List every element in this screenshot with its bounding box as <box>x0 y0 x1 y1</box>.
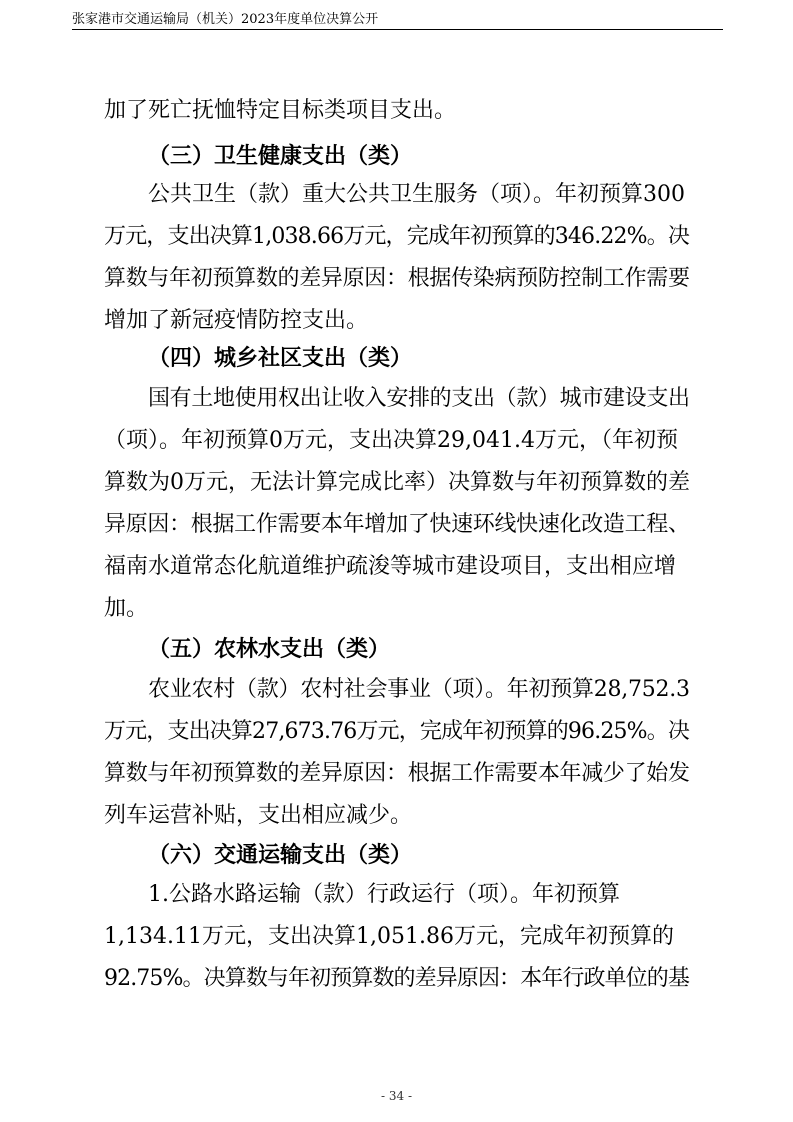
paragraph-line: 增加了新冠疫情防控支出。 <box>104 308 369 333</box>
paragraph-line: 列车运营补贴，支出相应减少。 <box>104 803 413 828</box>
section-heading-health: （三）卫生健康支出（类） <box>148 143 413 169</box>
paragraph-line: 加。 <box>104 596 149 621</box>
paragraph-line: 万元，支出决算1,038.66万元，完成年初预算的346.22%。决 <box>104 224 690 249</box>
paragraph-line: 农业农村（款）农村社会事业（项）。年初预算28,752.3 <box>148 677 690 702</box>
section-heading-urban-rural: （四）城乡社区支出（类） <box>148 345 413 371</box>
section-heading-transport: （六）交通运输支出（类） <box>148 842 413 868</box>
section-heading-agriculture: （五）农林水支出（类） <box>148 636 391 662</box>
paragraph-line: 福南水道常态化航道维护疏浚等城市建设项目，支出相应增 <box>104 554 677 579</box>
paragraph-line: 算数为0万元，无法计算完成比率）决算数与年初预算数的差 <box>104 470 690 495</box>
paragraph-line: 算数与年初预算数的差异原因：根据传染病预防控制工作需要 <box>104 266 690 291</box>
paragraph-line: 公共卫生（款）重大公共卫生服务（项）。年初预算300 <box>148 182 685 207</box>
paragraph-line: 万元，支出决算27,673.76万元，完成年初预算的96.25%。决 <box>104 719 690 744</box>
paragraph-line: 加了死亡抚恤特定目标类项目支出。 <box>104 98 457 123</box>
paragraph-line: 算数与年初预算数的差异原因：根据工作需要本年减少了始发 <box>104 761 690 786</box>
paragraph-line: 异原因：根据工作需要本年增加了快速环线快速化改造工程、 <box>104 512 690 537</box>
running-header: 张家港市交通运输局（机关）2023年度单位决算公开 <box>72 12 379 27</box>
header-divider <box>72 29 723 30</box>
paragraph-line: （项）。年初预算0万元，支出决算29,041.4万元，（年初预 <box>104 428 678 453</box>
paragraph-line: 92.75%。决算数与年初预算数的差异原因：本年行政单位的基 <box>104 966 689 991</box>
page-number: - 34 - <box>380 1089 412 1103</box>
paragraph-line: 1,134.11万元，支出决算1,051.86万元，完成年初预算的 <box>104 924 674 949</box>
paragraph-line: 国有土地使用权出让收入安排的支出（款）城市建设支出 <box>148 386 690 411</box>
paragraph-line: 1.公路水路运输（款）行政运行（项）。年初预算 <box>148 882 620 907</box>
